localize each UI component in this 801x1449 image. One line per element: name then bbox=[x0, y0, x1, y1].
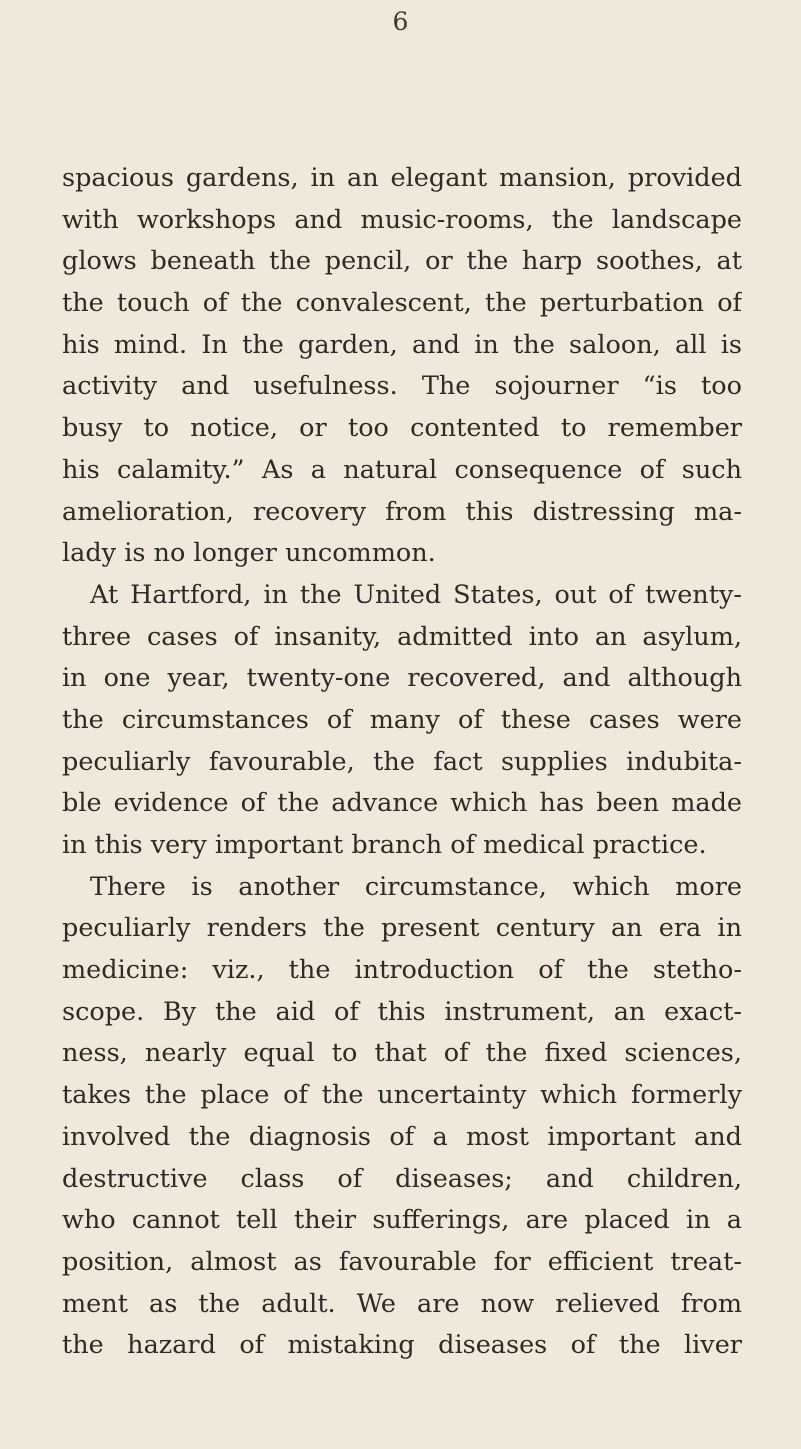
text-line: scope. By the aid of this instrument, an exact- bbox=[62, 996, 742, 1027]
text-line: peculiarly renders the present century an era in bbox=[62, 913, 742, 944]
text-line: At Hartford, in the United States, out of twenty- bbox=[90, 579, 742, 610]
text-line: peculiarly favourable, the fact supplies indubita- bbox=[62, 746, 742, 777]
text-line: who cannot tell their sufferings, are placed in a bbox=[62, 1205, 742, 1236]
text-line: his mind. In the garden, and in the saloon, all is bbox=[62, 329, 742, 360]
text-line: medicine: viz., the introduction of the stetho- bbox=[62, 955, 742, 986]
text-line: activity and usefulness. The sojourner “is too bbox=[62, 371, 742, 402]
text-line: There is another circumstance, which more bbox=[90, 871, 742, 902]
text-line: involved the diagnosis of a most important and bbox=[62, 1121, 742, 1152]
text-line: destructive class of diseases; and children, bbox=[62, 1163, 742, 1194]
text-line: three cases of insanity, admitted into an asylum, bbox=[62, 621, 742, 652]
text-line: lady is no longer uncommon. bbox=[62, 538, 436, 569]
text-line: position, almost as favourable for efficient treat- bbox=[62, 1246, 742, 1277]
text-line: ment as the adult. We are now relieved from bbox=[62, 1288, 742, 1319]
text-line: the hazard of mistaking diseases of the liver bbox=[62, 1330, 742, 1361]
page-number: 6 bbox=[392, 7, 409, 36]
text-line: ble evidence of the advance which has been made bbox=[62, 788, 742, 819]
text-line: the touch of the convalescent, the perturbation of bbox=[62, 288, 742, 319]
text-line: spacious gardens, in an elegant mansion, provided bbox=[62, 163, 742, 193]
text-line: takes the place of the uncertainty which formerly bbox=[62, 1080, 742, 1111]
body-text bbox=[62, 158, 742, 1367]
text-line: in one year, twenty-one recovered, and although bbox=[62, 663, 742, 694]
text-line: with workshops and music-rooms, the landscape bbox=[62, 204, 742, 235]
text-line: ness, nearly equal to that of the fixed sciences, bbox=[62, 1038, 742, 1069]
text-line: in this very important branch of medical practice. bbox=[62, 830, 707, 860]
text-line: glows beneath the pencil, or the harp soothes, at bbox=[62, 246, 742, 277]
text-line: the circumstances of many of these cases were bbox=[62, 704, 742, 735]
text-line: amelioration, recovery from this distressing ma- bbox=[62, 496, 742, 527]
text-line: his calamity.” As a natural consequence of such bbox=[62, 454, 742, 485]
text-line: busy to notice, or too contented to remember bbox=[62, 413, 742, 444]
